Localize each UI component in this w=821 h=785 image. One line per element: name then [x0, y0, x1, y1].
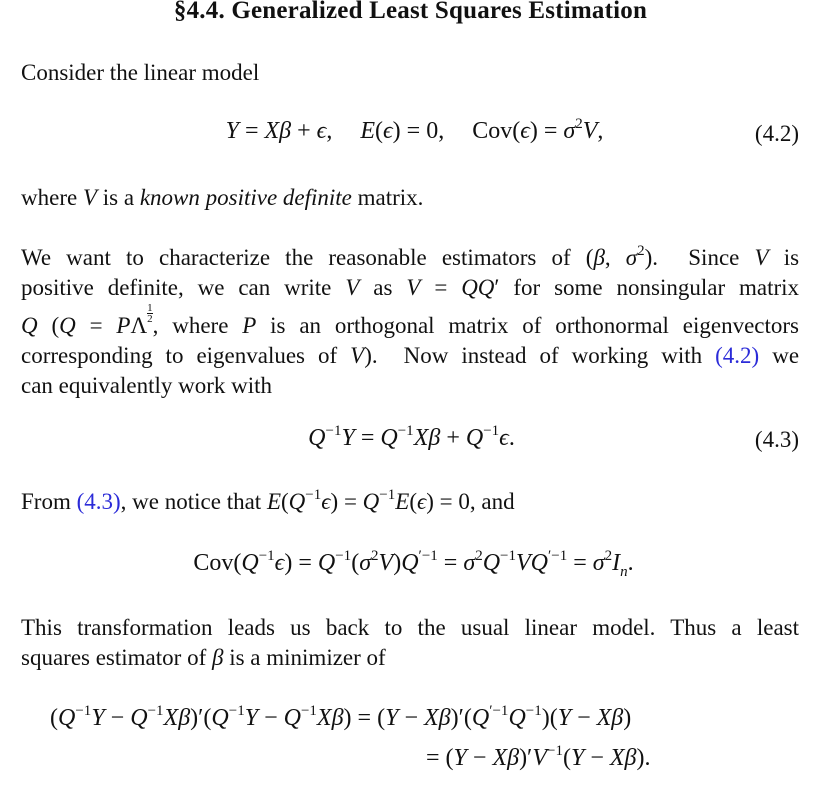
equation-gls-objective-line1: $(Q^{-1}Y - Q^{-1}X\beta)'(Q^{-1}Y - Q^{-1}X\beta) = (Y - X\beta)'(Q^{'-1}Q^{-1})(Y - X\beta)$: [50, 703, 632, 731]
text-matrix: matrix.: [357, 185, 424, 210]
text-where: where: [21, 185, 78, 210]
intro-text: Consider the linear model: [21, 60, 260, 85]
paragraph-intro: [21, 58, 799, 88]
paragraph-characterize: We want to characterize the reasonable estimators of (β, $\sigma^2$). Since V is positive definite, we can write V as V = QQ′ for some nonsingular matrix Q (Q = PΛ $\frac{1}{2}$ , where P is an orthogonal matrix of orthonormal eigenvectors corresponding to eigenvalues of V). Now instead of working with (4.2) we can equivalently work with: [21, 243, 800, 398]
paragraph-transformation: This transformation leads us back to the usual linear model. Thus a least squares estimator of β is a minimizer of: [21, 615, 799, 670]
equation-4-3: $Q^{-1}Y = Q^{-1}X\beta + Q^{-1}\epsilon$.: [308, 423, 515, 451]
text-is-a: is a: [102, 185, 135, 210]
paragraph-notice: From (4.3), we notice that $E(Q^{-1}\epsilon) = Q^{-1}E(\epsilon) = 0$, and: [21, 487, 515, 514]
equation-gls-objective-line2: = $(Y - X\beta)'V^{-1}(Y - X\beta)$.: [426, 743, 651, 771]
ref-eq-4-2[interactable]: (4.2): [715, 343, 760, 368]
ref-eq-4-3[interactable]: (4.3): [76, 489, 121, 514]
equation-number-4-2: (4.2): [754, 121, 799, 146]
equation-number-4-3: (4.3): [754, 427, 799, 452]
equation-cov-transform: $Cov(Q^{-1}\epsilon) = Q^{-1}(\sigma^2V)Q^{'-1} = \sigma^2Q^{-1}VQ^{'-1} = \sigma^2I_n$.: [193, 548, 634, 580]
section-title: §4.4. Generalized Least Squares Estimation: [173, 0, 648, 24]
paragraph-v-definition: where V is a known positive definite matrix.: [21, 185, 424, 210]
equation-4-2: Y = Xβ + ϵ, E(ϵ) = 0, $Cov(\epsilon) = \sigma^2V$,: [225, 116, 604, 144]
text-known-pd: known positive definite: [139, 185, 352, 210]
